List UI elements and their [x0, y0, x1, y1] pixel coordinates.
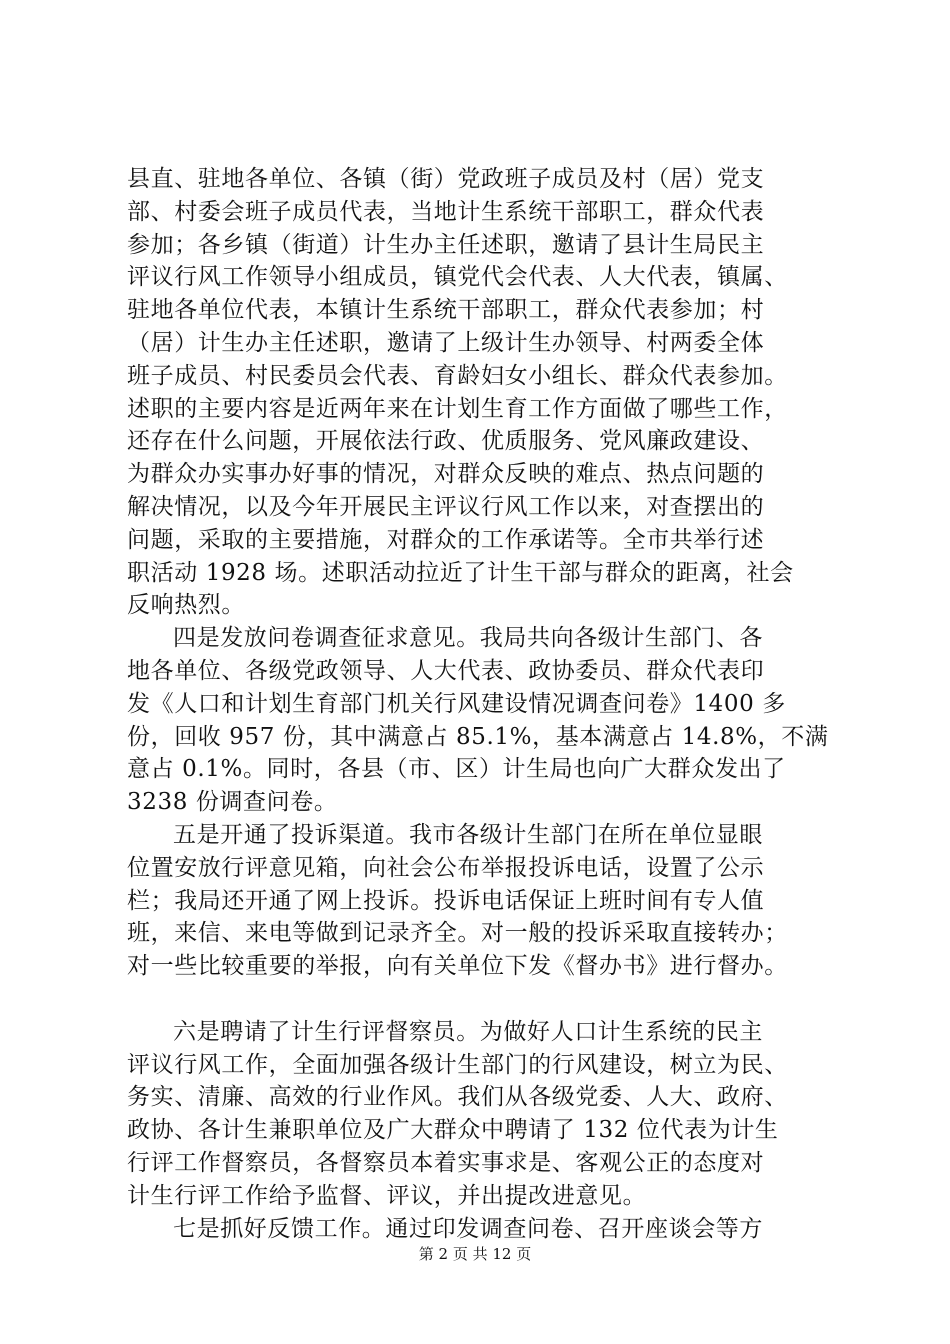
text-line: 驻地各单位代表，本镇计生系统干部职工，群众代表参加；村: [127, 297, 765, 324]
text-line: 县直、驻地各单位、各镇（街）党政班子成员及村（居）党支: [127, 166, 765, 192]
text-line: 务实、清廉、高效的行业作风。我们从各级党委、人大、政府、: [127, 1084, 788, 1111]
text-line: 部、村委会班子成员代表，当地计生系统干部职工，群众代表: [127, 198, 765, 225]
text-line: 栏；我局还开通了网上投诉。投诉电话保证上班时间有专人值: [127, 887, 765, 914]
text-line: 发《人口和计划生育部门机关行风建设情况调查问卷》1400 多: [127, 690, 786, 717]
paragraph-gap: [127, 983, 837, 1016]
text-line: 班子成员、村民委员会代表、育龄妇女小组长、群众代表参加。: [127, 362, 788, 389]
text-line: 3238 份调查问卷。: [127, 789, 338, 816]
text-line: 意占 0.1%。同时，各县（市、区）计生局也向广大群众发出了: [127, 756, 786, 783]
document-body: [127, 163, 837, 1245]
text-line: 反响热烈。: [127, 592, 245, 619]
text-line: 还存在什么问题，开展依法行政、优质服务、党风廉政建设、: [127, 428, 765, 455]
text-line: 班，来信、来电等做到记录齐全。对一般的投诉采取直接转办；: [127, 920, 788, 947]
text-line: 问题，采取的主要措施，对群众的工作承诺等。全市共举行述: [127, 526, 765, 553]
text-line: 述职的主要内容是近两年来在计划生育工作方面做了哪些工作，: [127, 395, 788, 422]
page-footer: 第 2 页 共 12 页: [418, 1245, 532, 1263]
paragraph-six-start: 六是聘请了计生行评督察员。为做好人口计生系统的民主: [173, 1018, 763, 1045]
paragraph-four-start: 四是发放问卷调查征求意见。我局共向各级计生部门、各: [173, 625, 763, 652]
text-line: 为群众办实事办好事的情况，对群众反映的难点、热点问题的: [127, 461, 765, 488]
text-line: 评议行风工作，全面加强各级计生部门的行风建设，树立为民、: [127, 1051, 788, 1078]
text-line: 行评工作督察员，各督察员本着实事求是、客观公正的态度对: [127, 1149, 765, 1176]
paragraph-seven-start: 七是抓好反馈工作。通过印发调查问卷、召开座谈会等方: [173, 1215, 763, 1242]
text-line: 评议行风工作领导小组成员，镇党代会代表、人大代表，镇属、: [127, 264, 788, 291]
text-line: （居）计生办主任述职，邀请了上级计生办领导、村两委全体: [127, 329, 765, 356]
text-line: 职活动 1928 场。述职活动拉近了计生干部与群众的距离，社会: [127, 559, 794, 586]
text-line: 解决情况，以及今年开展民主评议行风工作以来，对查摆出的: [127, 493, 765, 520]
text-line: 参加；各乡镇（街道）计生办主任述职，邀请了县计生局民主: [127, 231, 765, 258]
text-line: 份，回收 957 份，其中满意占 85.1%，基本满意占 14.8%，不满: [127, 723, 829, 750]
text-line: 位置安放行评意见箱，向社会公布举报投诉电话，设置了公示: [127, 854, 765, 881]
paragraph-five-start: 五是开通了投诉渠道。我市各级计生部门在所在单位显眼: [173, 821, 763, 848]
text-line: 地各单位、各级党政领导、人大代表、政协委员、群众代表印: [127, 657, 765, 684]
text-line: 计生行评工作给予监督、评议，并出提改进意见。: [127, 1182, 647, 1209]
text-line: 政协、各计生兼职单位及广大群众中聘请了 132 位代表为计生: [127, 1117, 779, 1144]
text-line: 对一些比较重要的举报，向有关单位下发《督办书》进行督办。: [127, 953, 788, 980]
